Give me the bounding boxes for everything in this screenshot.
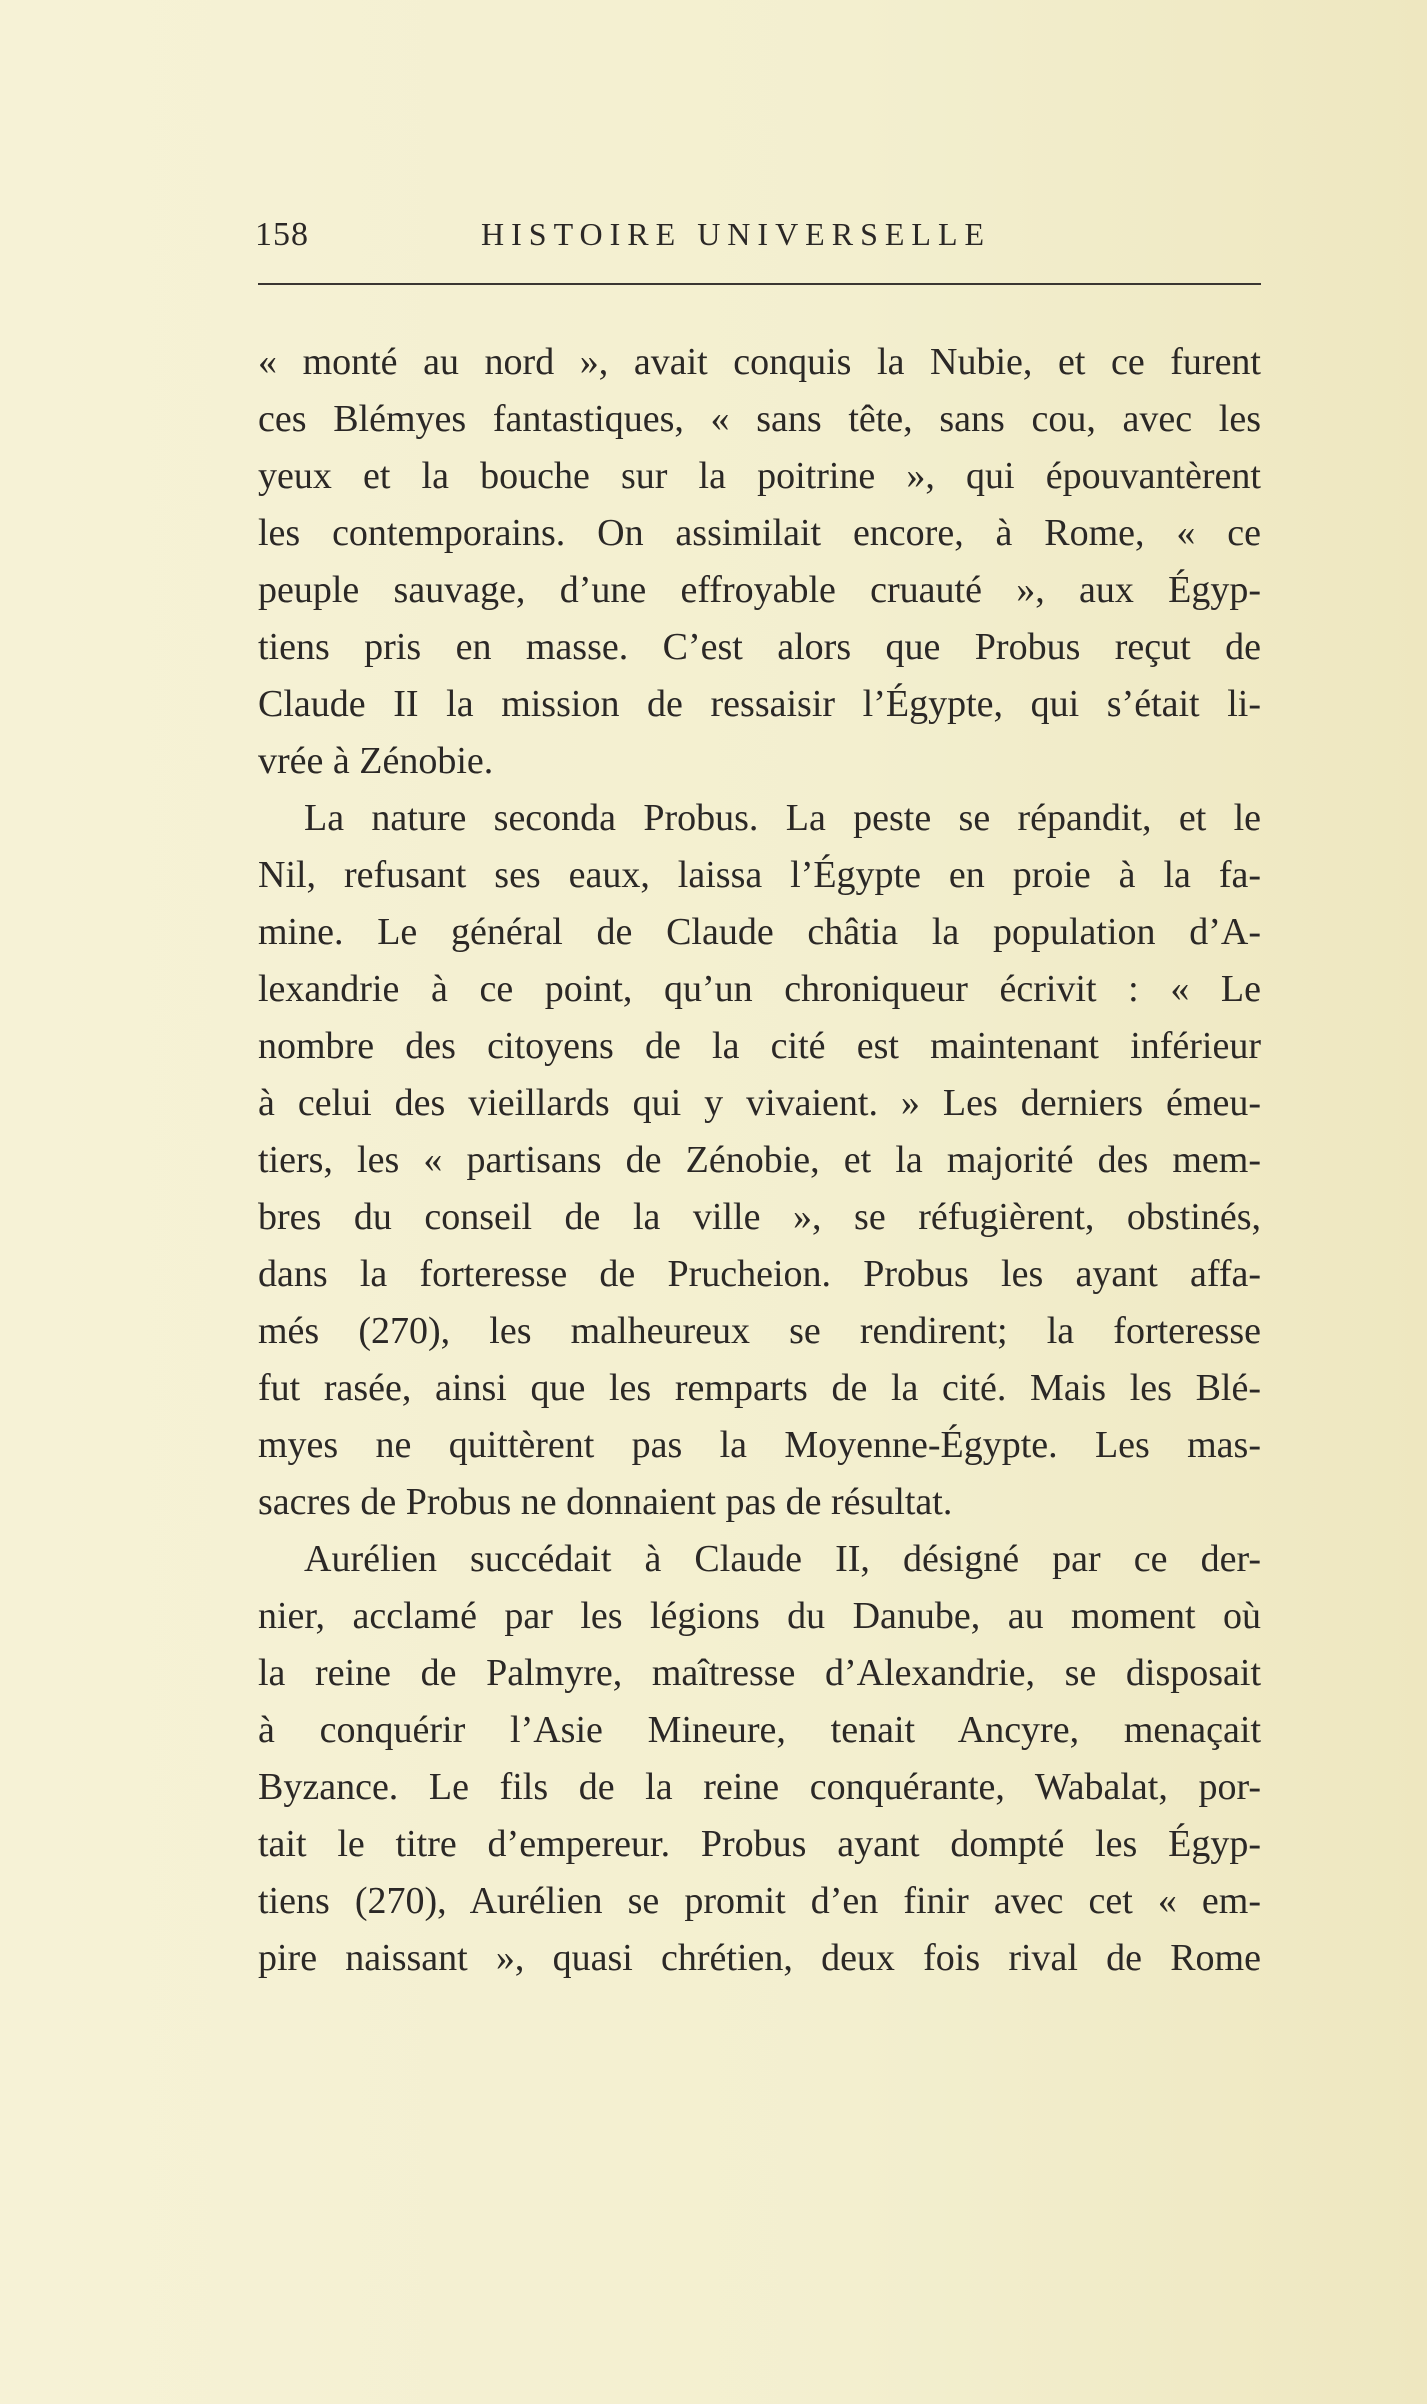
text-line: ces Blémyes fantastiques, « sans tête, sans cou, avec les (258, 398, 1261, 440)
page-header (255, 208, 1261, 264)
text-line: lexandrie à ce point, qu’un chroniqueur écrivit : « Le (258, 968, 1261, 1010)
text-line: fut rasée, ainsi que les remparts de la cité. Mais les Blé- (258, 1367, 1261, 1409)
text-line: tiens pris en masse. C’est alors que Probus reçut de (258, 626, 1261, 668)
text-line: Byzance. Le fils de la reine conquérante, Wabalat, por- (258, 1766, 1261, 1808)
running-title: HISTOIRE UNIVERSELLE (481, 216, 992, 252)
text-line: tiens (270), Aurélien se promit d’en finir avec cet « em- (258, 1880, 1261, 1922)
page-number: 158 (255, 216, 309, 253)
text-line: peuple sauvage, d’une effroyable cruauté », aux Égyp- (258, 569, 1261, 611)
text-line: més (270), les malheureux se rendirent; la forteresse (258, 1310, 1261, 1352)
body-text (258, 334, 1261, 1987)
text-line: nier, acclamé par les légions du Danube, au moment où (258, 1595, 1261, 1637)
text-line: sacres de Probus ne donnaient pas de résultat. (258, 1481, 953, 1523)
text-line: pire naissant », quasi chrétien, deux fois rival de Rome (258, 1937, 1261, 1979)
text-line: « monté au nord », avait conquis la Nubie, et ce furent (258, 341, 1261, 383)
text-line: à conquérir l’Asie Mineure, tenait Ancyre, menaçait (258, 1709, 1261, 1751)
header-rule (258, 283, 1261, 285)
text-line: la reine de Palmyre, maîtresse d’Alexandrie, se disposait (258, 1652, 1261, 1694)
text-line: myes ne quittèrent pas la Moyenne-Égypte. Les mas- (258, 1424, 1261, 1466)
text-line: tait le titre d’empereur. Probus ayant dompté les Égyp- (258, 1823, 1261, 1865)
text-line: La nature seconda Probus. La peste se répandit, et le (304, 797, 1261, 839)
text-line: Aurélien succédait à Claude II, désigné par ce der- (304, 1538, 1261, 1580)
text-line: dans la forteresse de Prucheion. Probus les ayant affa- (258, 1253, 1261, 1295)
text-line: nombre des citoyens de la cité est maintenant inférieur (258, 1025, 1261, 1067)
text-line: tiers, les « partisans de Zénobie, et la majorité des mem- (258, 1139, 1261, 1181)
text-line: vrée à Zénobie. (258, 740, 494, 782)
text-line: à celui des vieillards qui y vivaient. » Les derniers émeu- (258, 1082, 1261, 1124)
text-line: les contemporains. On assimilait encore, à Rome, « ce (258, 512, 1261, 554)
text-line: yeux et la bouche sur la poitrine », qui épouvantèrent (258, 455, 1261, 497)
text-line: mine. Le général de Claude châtia la population d’A- (258, 911, 1261, 953)
text-line: Claude II la mission de ressaisir l’Égypte, qui s’était li- (258, 683, 1261, 725)
text-line: bres du conseil de la ville », se réfugièrent, obstinés, (258, 1196, 1261, 1238)
text-line: Nil, refusant ses eaux, laissa l’Égypte en proie à la fa- (258, 854, 1261, 896)
